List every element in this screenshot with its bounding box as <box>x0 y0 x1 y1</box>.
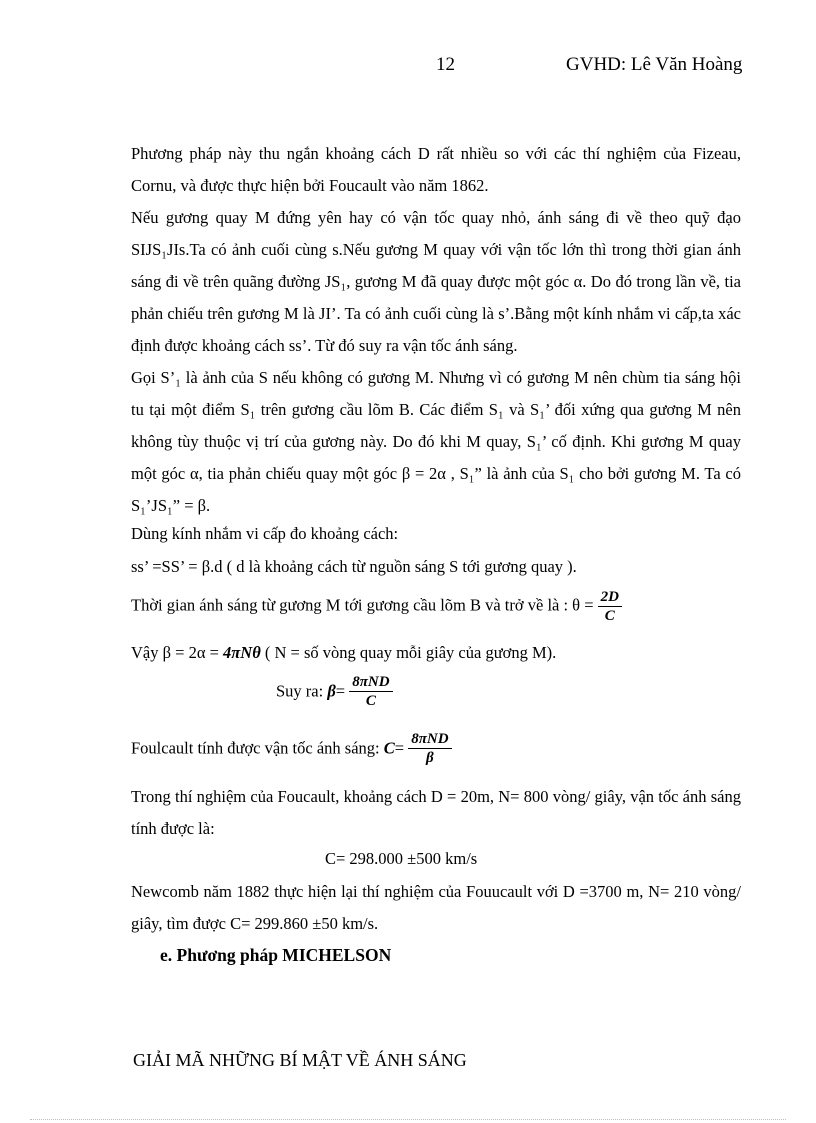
paragraph-method-intro: Phương pháp này thu ngắn khoảng cách D rất nhiều so với các thí nghiệm của Fizeau, Cornu, và được thực hiện bởi Foucault vào năm 1862. <box>131 144 741 195</box>
line-measure-distance: Dùng kính nhắm vi cấp đo khoảng cách: <box>131 524 399 543</box>
fraction-2d-over-c <box>598 588 622 625</box>
paragraph-mirror-rotation: Nếu gương quay M đứng yên hay có vận tốc quay nhỏ, ánh sáng đi về theo quỹ đạo SIJS₁JIs.Ta có ảnh cuối cùng s.Nếu gương M quay với vận tốc lớn thì trong thời gian ánh sáng đi về trên quãng đường JS₁, gương M đã quay được một góc α. Do đó trong lần về, tia phản chiếu trên gương M là JI’. Ta có ảnh cuối cùng là s’.Bằng một kính nhắm vi cấp,ta xác định được khoảng cách ss’. Từ đó suy ra vận tốc ánh sáng. <box>131 208 741 355</box>
line-suy-ra <box>276 673 393 710</box>
page-number: 12 <box>436 54 455 75</box>
fraction-denominator: C <box>604 608 615 624</box>
fraction-numerator: 2D <box>598 588 622 607</box>
line-time-formula <box>131 588 622 625</box>
line-ss-formula: ss’ =SS’ = β.d ( d là khoảng cách từ nguồn sáng S tới gương quay ). <box>131 557 577 576</box>
paragraph-newcomb: Newcomb năm 1882 thực hiện lại thí nghiệm của Fouucault với D =3700 m, N= 210 vòng/ giây, tìm được C= 299.860 ±50 km/s. <box>131 882 741 933</box>
footer-title: GIẢI MÃ NHỮNG BÍ MẬT VỀ ÁNH SÁNG <box>133 1050 467 1070</box>
beta-suffix: ( N = số vòng quay mỗi giây của gương M). <box>264 643 557 662</box>
result-foucault: C= 298.000 ±500 km/s <box>325 849 478 868</box>
page-bottom-divider <box>30 1119 786 1120</box>
equals-sign: = <box>394 738 405 758</box>
paragraph-foucault-experiment: Trong thí nghiệm của Foucault, khoảng cách D = 20m, N= 800 vòng/ giây, vận tốc ánh sáng tính được là: <box>131 787 741 838</box>
paragraph-image-points: Gọi S’₁ là ảnh của S nếu không có gương M. Nhưng vì có gương M nên chùm tia sáng hội tu tại một điểm S₁ trên gương cầu lõm B. Các điểm S₁ và S₁’ đối xứng qua gương M nên không tùy thuộc vị trí của gương này. Do đó khi M quay, S₁’ cố định. Khi gương M quay một góc α, tia phản chiếu quay một góc β = 2α , S₁” là ảnh của S₁ cho bởi gương M. Ta có S₁’JS₁” = β. <box>131 368 741 515</box>
fraction-numerator: 8πND <box>349 673 392 692</box>
beta-formula-value: 4πNθ <box>223 643 261 662</box>
foucault-prefix: Foulcault tính được vận tốc ánh sáng: <box>131 738 380 758</box>
line-foucault-speed <box>131 730 452 767</box>
time-formula-text: Thời gian ánh sáng từ gương M tới gương cầu lõm B và trở về là : θ = <box>131 595 594 615</box>
suy-ra-prefix: Suy ra: <box>276 681 324 701</box>
advisor-name: GVHD: Lê Văn Hoàng <box>566 54 743 75</box>
c-symbol: C <box>383 738 395 758</box>
beta-symbol: β <box>327 681 336 701</box>
section-heading-michelson: e. Phương pháp MICHELSON <box>160 945 392 965</box>
fraction-denominator: β <box>426 750 434 766</box>
fraction-8pind-over-beta <box>408 730 451 767</box>
fraction-numerator: 8πND <box>408 730 451 749</box>
fraction-denominator: C <box>365 693 376 709</box>
line-beta-formula <box>131 643 556 663</box>
equals-sign: = <box>335 681 346 701</box>
beta-prefix: Vậy β = 2α = <box>131 643 219 662</box>
fraction-8pind-over-c <box>349 673 392 710</box>
